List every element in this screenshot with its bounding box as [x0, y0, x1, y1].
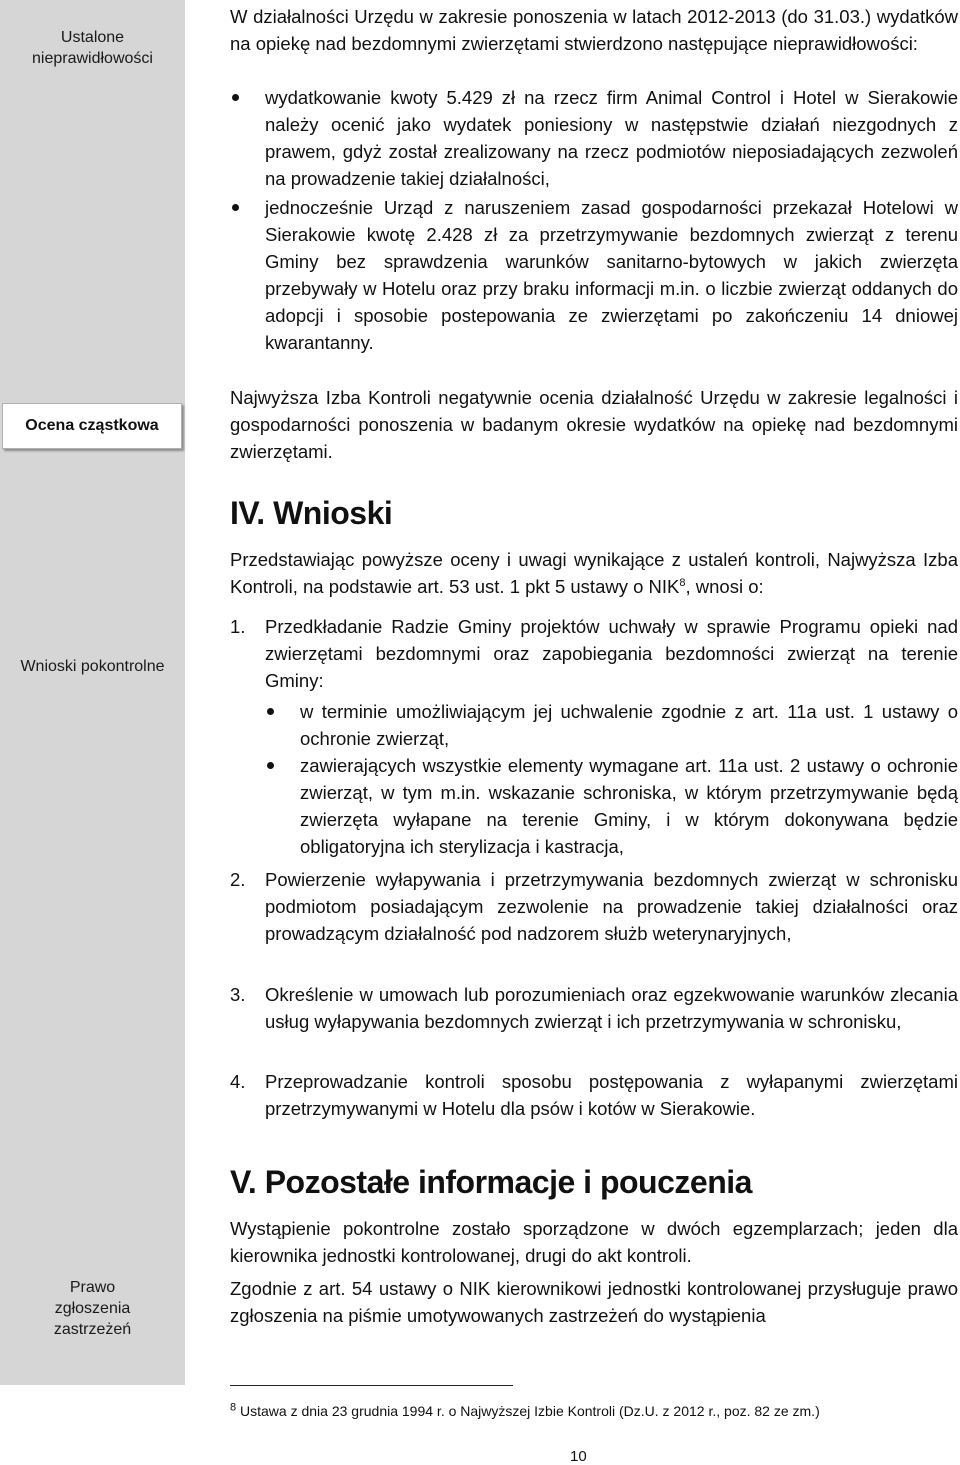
item-text: Przeprowadzanie kontroli sposobu postępowania z wyłapanymi zwierzętami przetrzymywanymi w Hotelu dla psów i kotów w Sierakowie. [265, 1071, 958, 1119]
footnote-text: Ustawa z dnia 23 grudnia 1994 r. o Najwyższej Izbie Kontroli (Dz.U. z 2012 r., poz. 82 ze zm.) [236, 1403, 820, 1419]
pozostale-p1-text: Wystąpienie pokontrolne zostało sporządzone w dwóch egzemplarzach; jeden dla kierownika jednostki kontrolowanej, drugi do akt kontroli. [230, 1218, 958, 1266]
margin-sidebar [0, 0, 185, 1385]
item-number: 2. [230, 869, 246, 890]
footnote [230, 1402, 820, 1420]
footnote-ref: 8 [679, 576, 686, 589]
sidebar-label-wnioski: Wnioski pokontrolne [20, 658, 165, 675]
footnote-divider [230, 1385, 513, 1386]
sidebar-box-ocena: Ocena cząstkowa [2, 403, 182, 449]
sub-bullet-text: zawierających wszystkie elementy wymagane art. 11a ust. 2 ustawy o ochronie zwierząt, w tym m.in. wskazanie schroniska, w którym przetrzymywanie będą zwierzęta wyłapane na terenie Gminy, i w którym dokonywana będzie obligatoryjna ich sterylizacja i kastracja, [300, 755, 958, 857]
assessment-text: Najwyższa Izba Kontroli negatywnie ocenia działalność Urzędu w zakresie legalności i gospodarności ponoszenia w badanym okresie wydatków na opiekę nad bezdomnymi zwierzętami. [230, 387, 958, 462]
pozostale-p1 [230, 1215, 958, 1269]
page-number: 10 [570, 1448, 587, 1465]
assessment-paragraph [230, 384, 958, 465]
pozostale-p2-text: Zgodnie z art. 54 ustawy o NIK kierownikowi jednostki kontrolowanej przysługuje prawo zgłoszenia na piśmie umotywowanych zastrzeżeń do wystąpienia [230, 1278, 958, 1326]
section-heading-pozostale: V. Pozostałe informacje i pouczenia [230, 1164, 752, 1200]
sidebar-label-ustalone: Ustalone nieprawidłowości [32, 29, 153, 67]
finding-text: jednocześnie Urząd z naruszeniem zasad gospodarności przekazał Hotelowi w Sierakowie kwotę 2.428 zł za przetrzymywanie bezdomnych zwierząt z terenu Gminy bez sprawdzenia warunków sanitarno-bytowych w jakich zwierzęta przebywały w Hotelu oraz przy braku informacji m.in. o liczbie zwierząt oddanych do adopcji i sposobie postepowania ze zwierzętami po zakończeniu 14 dniowej kwarantanny. [265, 197, 958, 353]
wnioski-intro [230, 546, 958, 600]
section-heading-wnioski: IV. Wnioski [230, 495, 393, 531]
finding-text: wydatkowanie kwoty 5.429 zł na rzecz firm Animal Control i Hotel w Sierakowie należy ocenić jako wydatek poniesiony w następstwie działań niezgodnych z prawem, gdyż został zrealizowany na rzecz podmiotów nieposiadających zezwoleń na prowadzenie takiej działalności, [265, 87, 958, 189]
bullet-icon [267, 708, 274, 715]
item-text: Powierzenie wyłapywania i przetrzymywania bezdomnych zwierząt w schronisku podmiotom posiadającym zezwolenie na prowadzenie takiej działalności oraz prowadzącym działalność pod nadzorem służb weterynaryjnych, [265, 869, 958, 944]
bullet-icon [267, 762, 274, 769]
item-text: Określenie w umowach lub porozumieniach oraz egzekwowanie warunków zlecania usług wyłapywania bezdomnych zwierząt i ich przetrzymywania w schronisku, [265, 984, 958, 1032]
item-number: 1. [230, 616, 246, 637]
item-text: Przedkładanie Radzie Gminy projektów uchwały w sprawie Programu opieki nad zwierzętami bezdomnymi oraz zapobiegania bezdomności zwierząt na terenie Gminy: [265, 616, 958, 691]
item-number: 4. [230, 1071, 246, 1092]
wnioski-intro-text: Przedstawiając powyższe oceny i uwagi wynikające z ustaleń kontroli, Najwyższa Izba Kontroli, na podstawie art. 53 ust. 1 pkt 5 ustawy o NIK$^8$, wnosi o: [230, 549, 958, 597]
item-number: 3. [230, 984, 246, 1005]
intro-paragraph [230, 3, 958, 57]
footnote-mark: 8 [230, 1401, 237, 1414]
intro-text: W działalności Urzędu w zakresie ponoszenia w latach 2012-2013 (do 31.03.) wydatków na opiekę nad bezdomnymi zwierzętami stwierdzono następujące nieprawidłowości: [230, 6, 958, 54]
pozostale-p2 [230, 1275, 958, 1329]
bullet-icon [232, 94, 239, 101]
sidebar-label-prawo: Prawo zgłoszenia zastrzeżeń [53, 1279, 132, 1338]
bullet-icon [232, 204, 239, 211]
sub-bullet-text: w terminie umożliwiającym jej uchwalenie zgodnie z art. 11a ust. 1 ustawy o ochronie zwierząt, [300, 701, 958, 749]
